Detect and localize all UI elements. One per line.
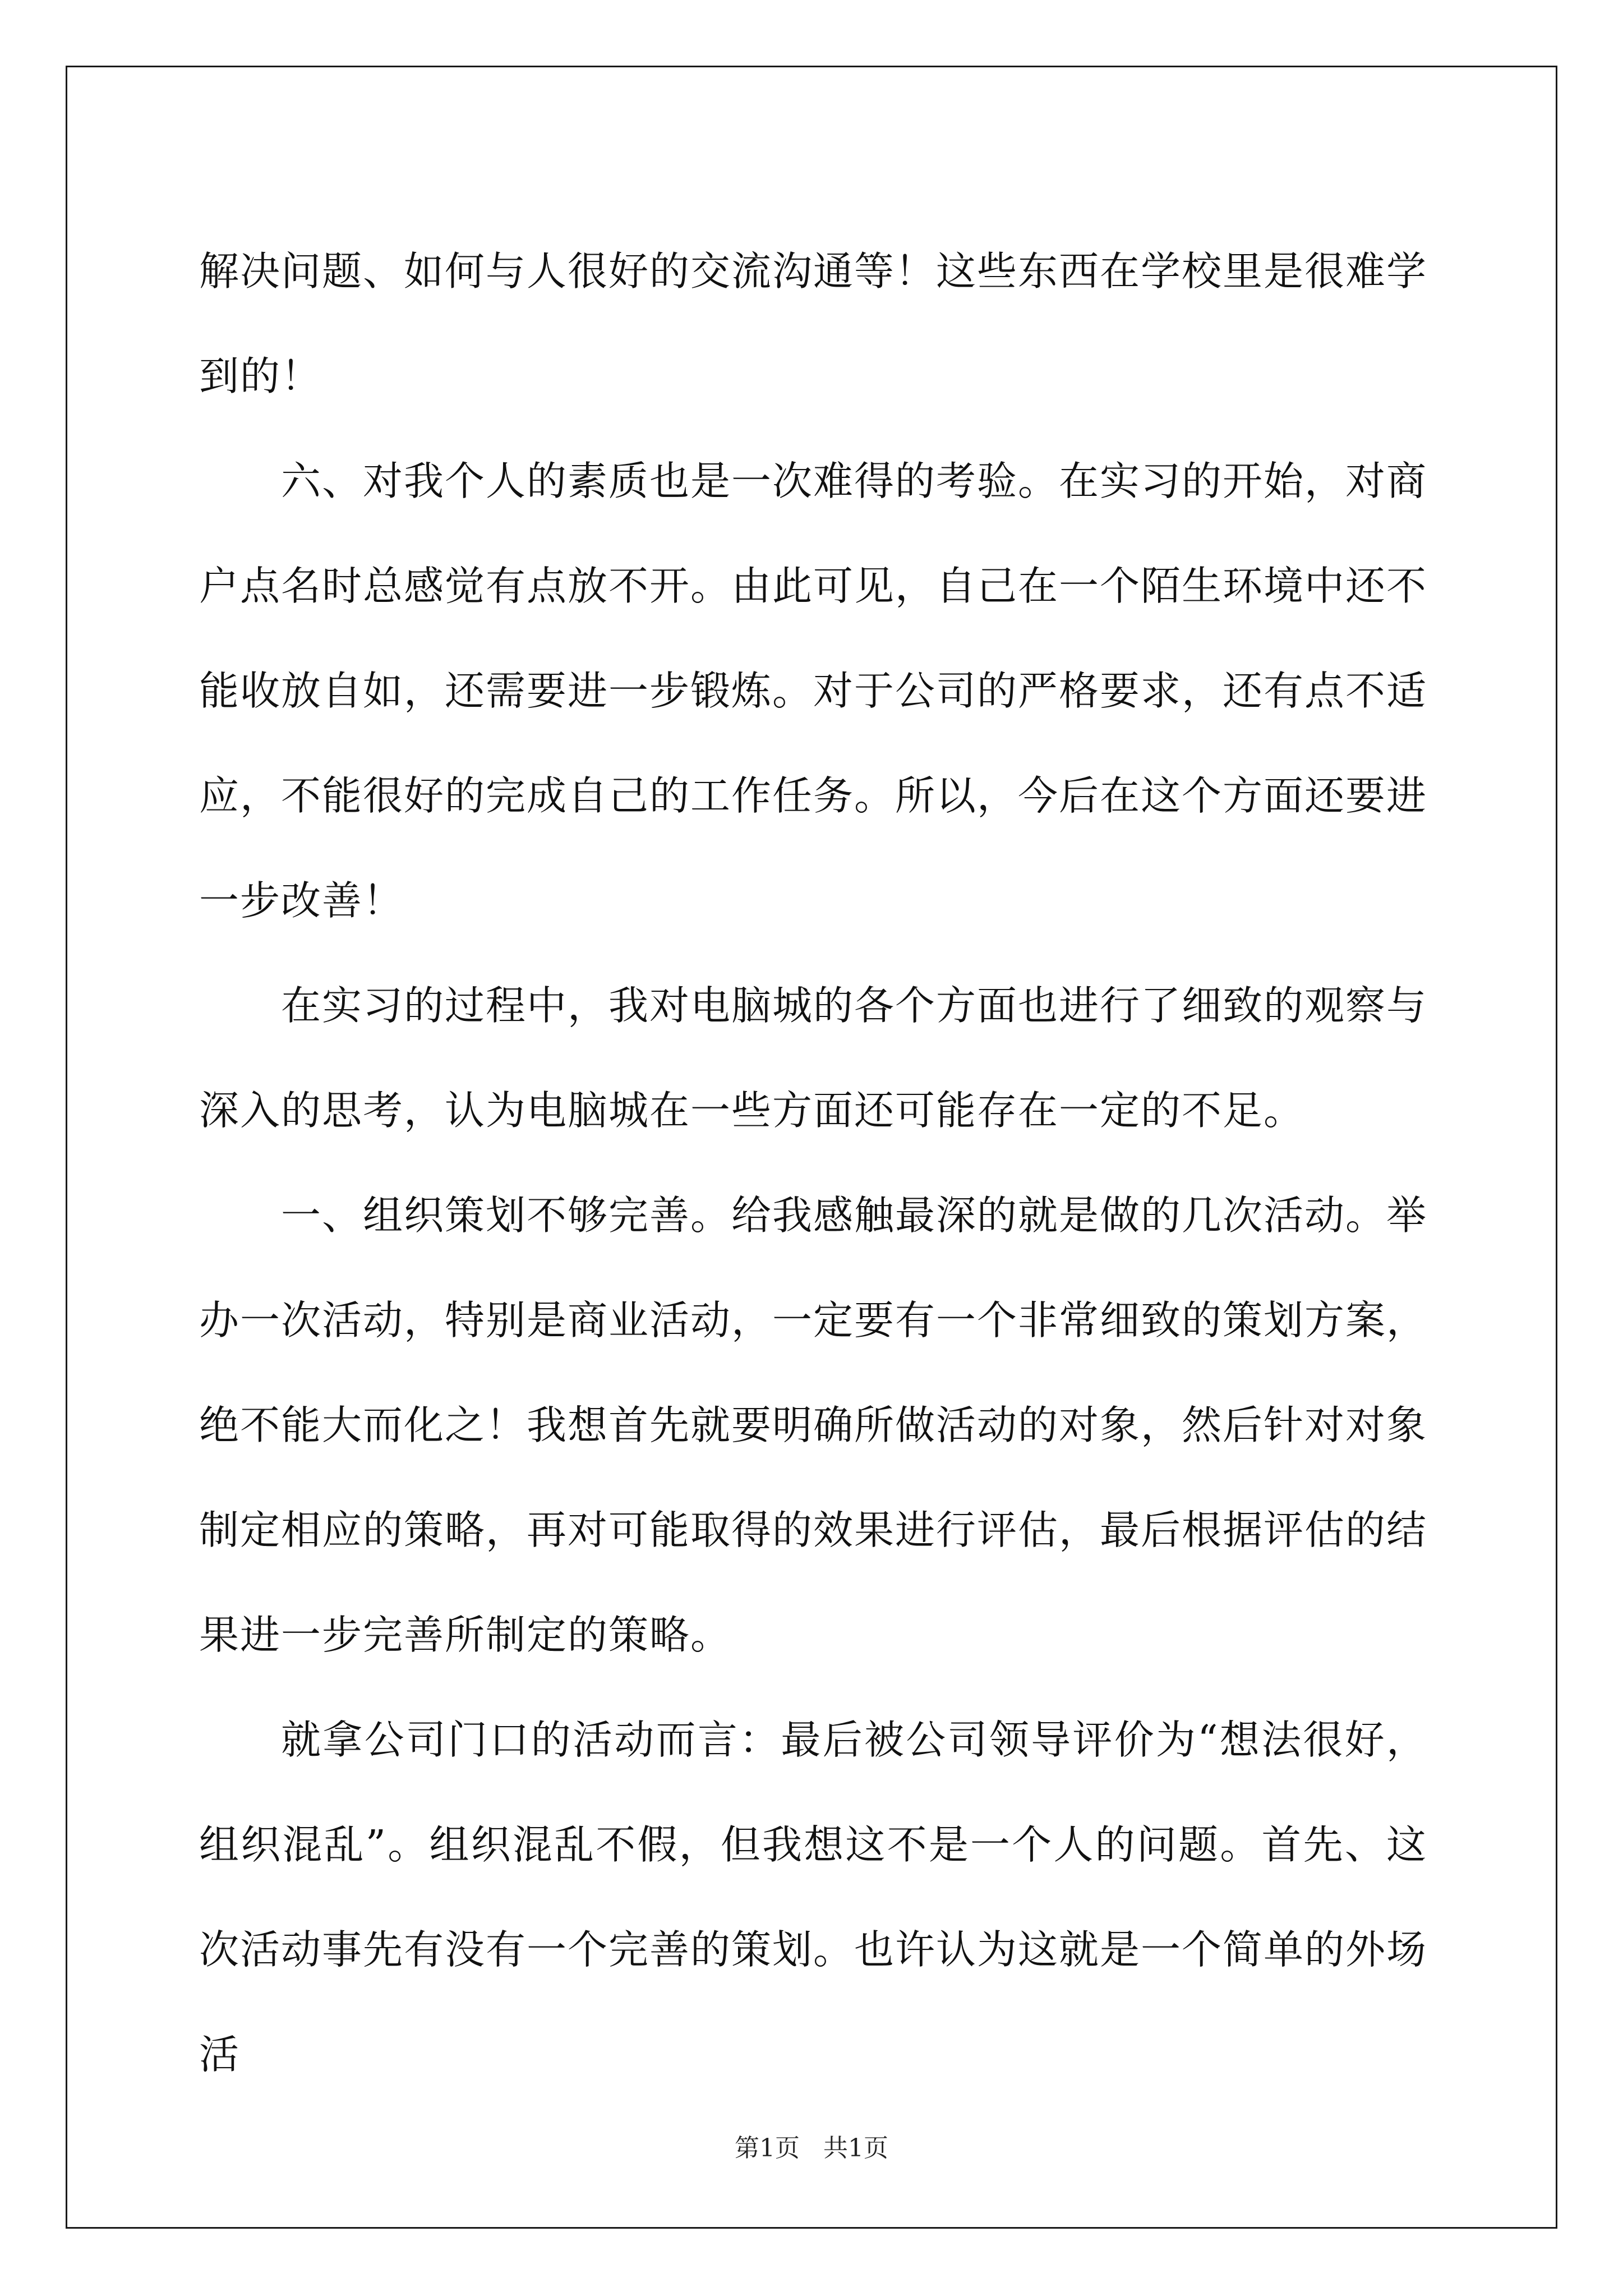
document-body xyxy=(199,219,1427,2107)
paragraph-5: 就拿公司门口的活动而言：最后被公司领导评价为“想法很好，组织混乱”。组织混乱不假，但我想这不是一个人的问题。首先、这次活动事先有没有一个完善的策划。也许认为这就是一个简单的外场活 xyxy=(199,1717,1428,2078)
paragraph-4: 一、组织策划不够完善。给我感触最深的就是做的几次活动。举办一次活动，特别是商业活动，一定要有一个非常细致的策划方案，绝不能大而化之！我想首先就要明确所做活动的对象，然后针对对象制定相应的策略，再对可能取得的效果进行评估，最后根据评估的结果进一步完善所制定的策略。 xyxy=(199,1192,1428,1658)
paragraph-1: 解决问题、如何与人很好的交流沟通等！这些东西在学校里是很难学到的！ xyxy=(199,248,1428,399)
paragraph-2: 六、对我个人的素质也是一次难得的考验。在实习的开始，对商户点名时总感觉有点放不开。由此可见，自己在一个陌生环境中还不能收放自如，还需要进一步锻炼。对于公司的严格要求，还有点不适应，不能很好的完成自己的工作任务。所以，今后在这个方面还要进一步改善！ xyxy=(199,458,1428,924)
paragraph-3: 在实习的过程中，我对电脑城的各个方面也进行了细致的观察与深入的思考，认为电脑城在一些方面还可能存在一定的不足。 xyxy=(199,982,1428,1134)
page-footer: 第1页 共1页 xyxy=(735,2134,888,2162)
